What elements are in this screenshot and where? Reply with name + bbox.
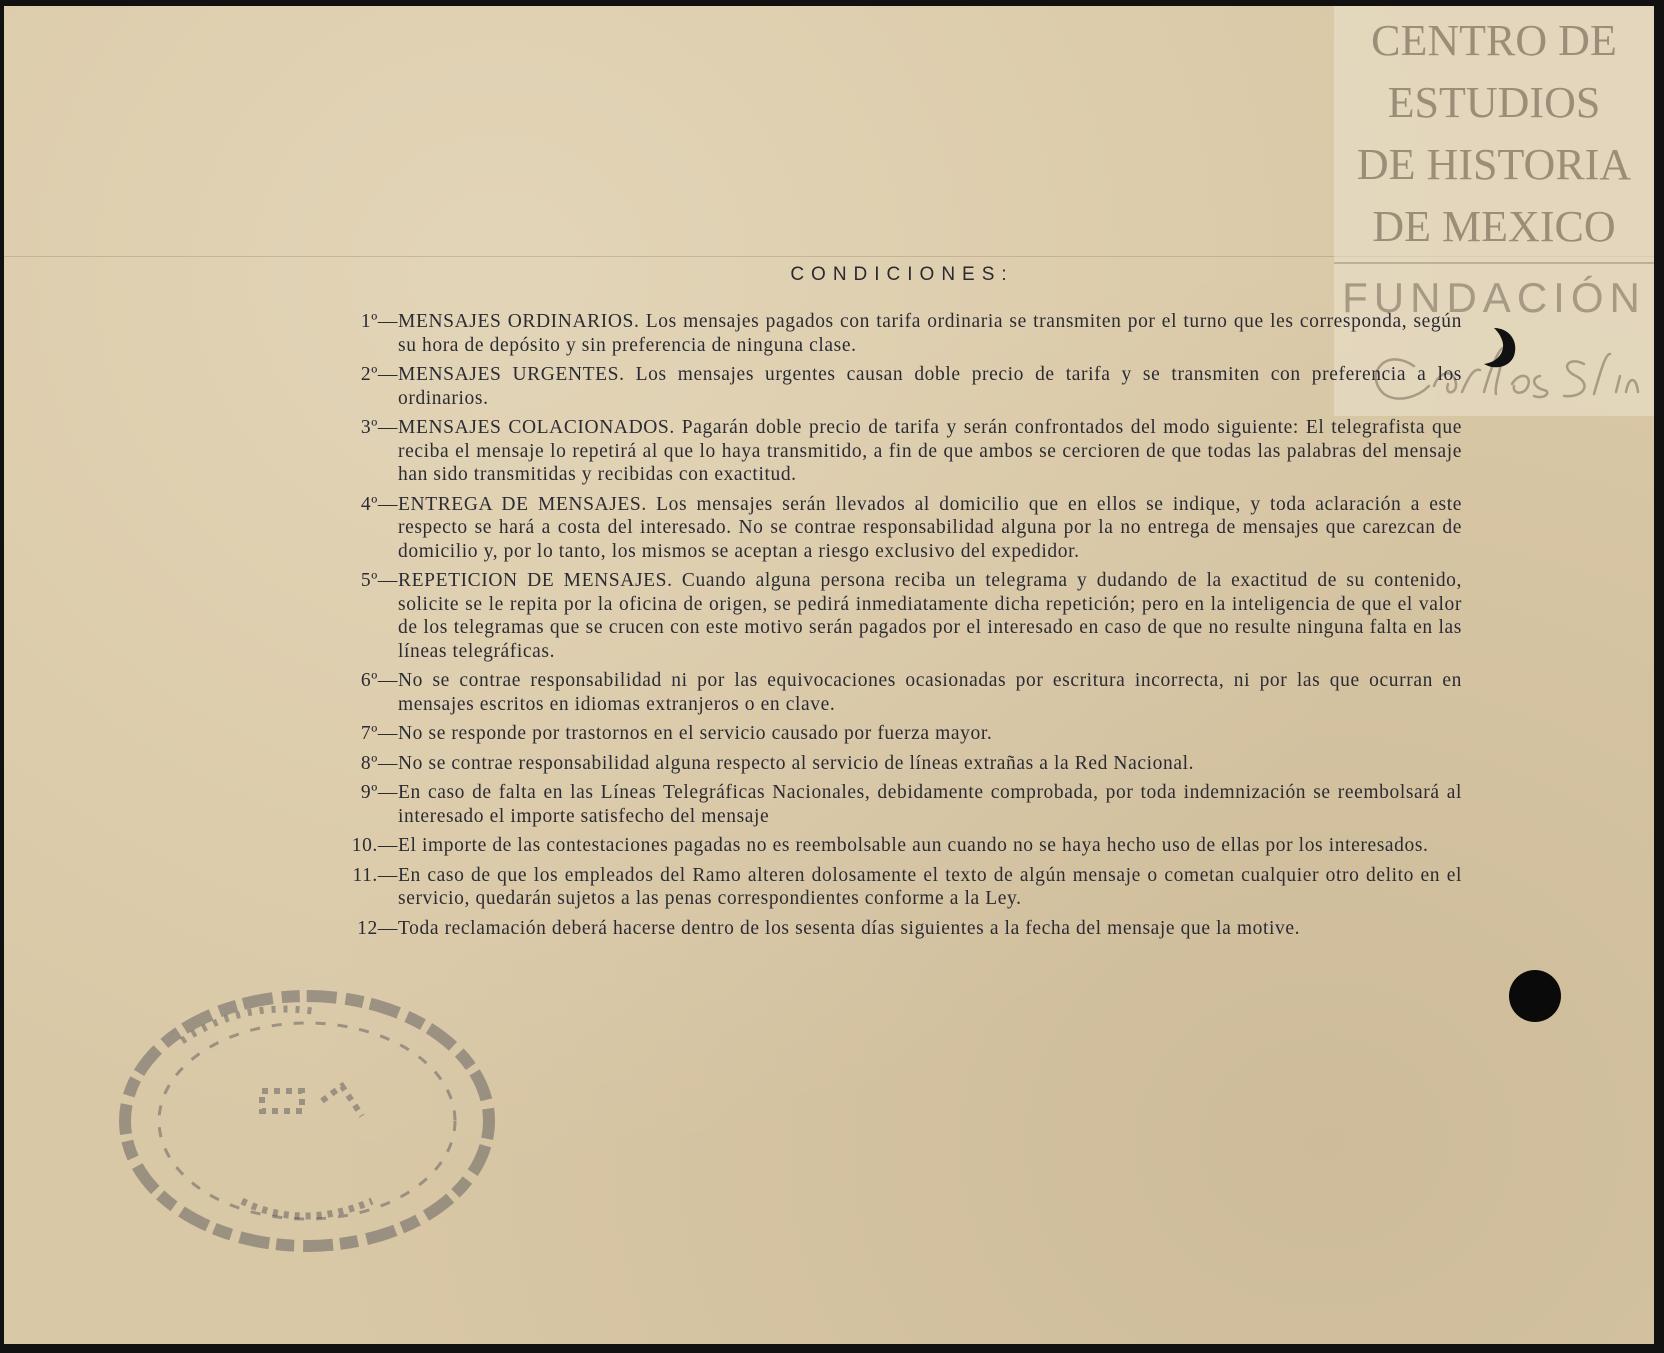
clause-number: 11.— — [352, 864, 398, 886]
clause-number: 6º— — [360, 670, 398, 691]
clause-6 — [334, 669, 1462, 716]
clause-number: 1º— — [360, 311, 398, 332]
clause-number: 10.— — [351, 835, 398, 856]
clause-10 — [334, 834, 1462, 858]
watermark-line-4: DE MEXICO — [1372, 202, 1616, 251]
clause-text: No se contrae responsabilidad alguna respecto al servicio de líneas extrañas a la Red Nacional. — [398, 752, 1195, 774]
clause-4 — [334, 493, 1462, 564]
clause-text: En caso de falta en las Líneas Telegráficas Nacionales, debidamente comprobada, por toda indemnización se reembolsará al interesado el importe satisfecho del mensaje — [398, 782, 1462, 827]
clause-11 — [334, 864, 1462, 911]
watermark-fundacion: FUNDACIÓN — [1342, 274, 1646, 321]
clause-number: 8º— — [360, 752, 398, 774]
clause-3 — [334, 416, 1462, 487]
clause-text: No se contrae responsabilidad ni por las equivocaciones ocasionadas por escritura incorrecta, ni por las que ocurran en mensajes escritos en idiomas extranjeros o en clave. — [398, 670, 1462, 715]
clause-number: 5º— — [360, 570, 398, 591]
document-page — [4, 6, 1654, 1344]
clause-text: No se responde por trastornos en el servicio causado por fuerza mayor. — [398, 723, 993, 744]
clause-number: 9º— — [360, 782, 398, 803]
watermark-line-2: ESTUDIOS — [1387, 78, 1601, 127]
clause-number: 7º— — [360, 723, 398, 744]
clause-text: MENSAJES COLACIONADOS. Pagarán doble precio de tarifa y serán confrontados del modo siguiente: El telegrafista que reciba el mensaje lo repetirá al que lo haya transmitido, a fin de que ambos se cercioren de que todas las palabras del mensaje han sido transmitidas y recibidas con exactitud. — [398, 417, 1462, 485]
postal-stamp-icon — [112, 981, 512, 1271]
page-title: CONDICIONES: — [790, 264, 1014, 285]
clause-8 — [334, 752, 1462, 776]
clause-number: 12— — [357, 917, 398, 939]
clause-7 — [334, 722, 1462, 746]
punch-hole — [1509, 970, 1561, 1022]
clause-text: REPETICION DE MENSAJES. Cuando alguna persona reciba un telegrama y dudando de la exactitud de su contenido, solicite se le repita por la oficina de origen, se pedirá inmediatamente dicha repetición; pero en la inteligencia de que el valor de los telegramas que se crucen con este motivo serán pagados por el interesado en caso de que no resulte ninguna falta en las líneas telegráficas. — [398, 570, 1462, 662]
clause-text: El importe de las contestaciones pagadas no es reembolsable aun cuando no se haya hecho uso de ellas por los interesados. — [398, 835, 1429, 856]
clause-12 — [334, 917, 1462, 941]
clause-number: 2º— — [360, 364, 398, 385]
clause-9 — [334, 781, 1462, 828]
watermark-line-3: DE HISTORIA — [1356, 140, 1632, 189]
clause-text: Toda reclamación deberá hacerse dentro de los sesenta días siguientes a la fecha del mensaje que la motive. — [398, 917, 1301, 939]
clause-number: 3º— — [360, 417, 398, 438]
clause-text: En caso de que los empleados del Ramo alteren dolosamente el texto de algún mensaje o cometan cualquier otro delito en el servicio, quedarán sujetos a las penas correspondientes conforme a la Ley. — [398, 864, 1462, 909]
clause-1 — [334, 310, 1462, 357]
conditions-list — [334, 310, 1462, 946]
clause-number: 4º— — [360, 493, 398, 515]
clause-text: MENSAJES URGENTES. Los mensajes urgentes causan doble precio de tarifa y se transmiten con preferencia a los ordinarios. — [398, 364, 1462, 409]
clause-2 — [334, 363, 1462, 410]
clause-text: ENTREGA DE MENSAJES. Los mensajes serán llevados al domicilio que en ellos se indique, y toda aclaración a este respecto se hará a costa del interesado. No se contrae responsabilidad alguna por la no entrega de mensajes que carezcan de domicilio y, por lo tanto, los mismos se aceptan a riesgo exclusivo del expedidor. — [398, 493, 1462, 562]
clause-5 — [334, 569, 1462, 663]
clause-text: MENSAJES ORDINARIOS. Los mensajes pagados con tarifa ordinaria se transmiten por el turno que les corresponda, según su hora de depósito y sin preferencia de ninguna clase. — [398, 311, 1462, 356]
watermark-line-1: CENTRO DE — [1371, 16, 1617, 65]
